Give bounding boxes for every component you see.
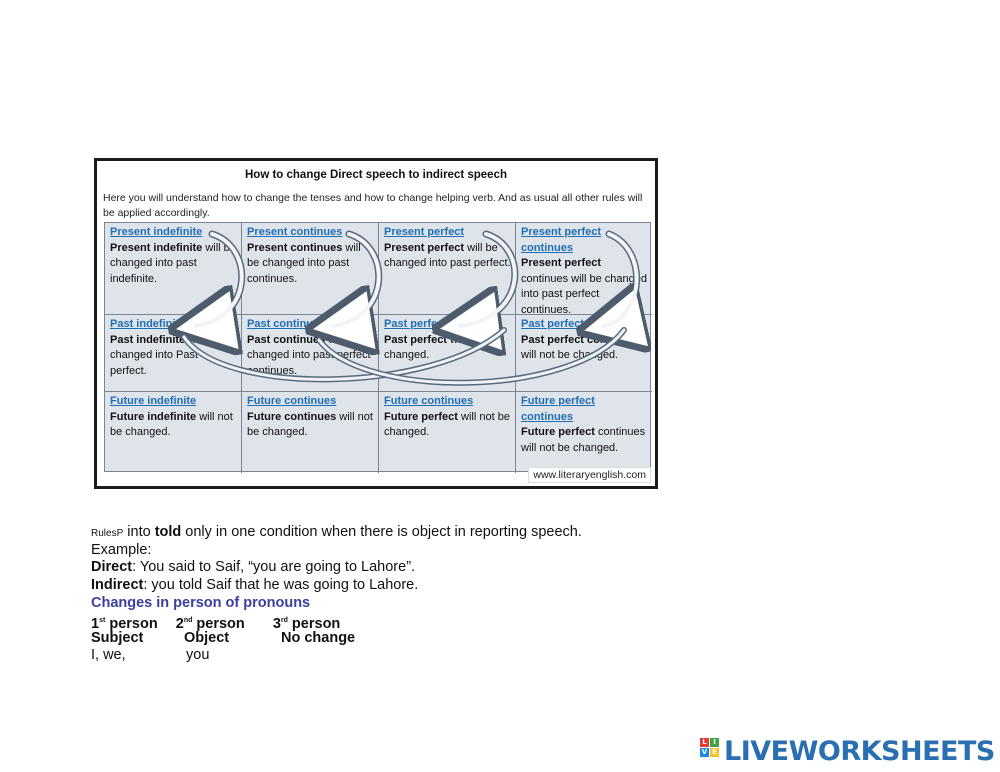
cell-heading: Present perfect continues [521, 226, 602, 254]
no-change-label: No change [281, 630, 356, 646]
grid-cell [516, 315, 652, 392]
rules-mid: into [123, 524, 155, 540]
pronoun-left: I, we, [91, 647, 126, 663]
cell-lead: Present perfect [521, 257, 602, 269]
logo-block: E [710, 748, 719, 757]
cell-lead: Future indefinite [110, 410, 197, 423]
logo-block: I [710, 738, 719, 747]
cell-heading: Past continues [247, 318, 326, 330]
direct-label: Direct [91, 559, 133, 575]
cell-lead: Future continues [247, 410, 337, 423]
cell-text: will be changed into past indefinite. [110, 241, 236, 285]
cell-heading: Future indefinite [110, 395, 197, 407]
cell-heading: Future continues [247, 395, 337, 407]
subject-label: Subject [91, 630, 144, 646]
cell-lead: Past continues [247, 333, 326, 346]
cell-lead: Future perfect [521, 426, 595, 438]
grid-cell [516, 223, 652, 315]
cell-text: will be changed into past perfect. [384, 241, 511, 269]
cell-lead: Past indefinite [110, 333, 186, 346]
liveworksheets-logo [700, 734, 994, 770]
logo-blocks-icon [700, 738, 720, 764]
cell-text: will not be changed. [521, 349, 619, 361]
cell-text: will be changed into past continues. [247, 241, 361, 285]
figure-title: How to change Direct speech to indirect speech [244, 169, 507, 181]
direct-text: : You said to Saif, “you are going to Lahore”. [132, 559, 416, 575]
pronoun-right: you [186, 647, 210, 663]
grid-cell [379, 392, 516, 473]
grid-cell [242, 223, 379, 315]
cell-heading: Present indefinite [110, 226, 203, 238]
cell-heading: Present perfect [384, 226, 465, 238]
cell-heading: Present continues [247, 226, 343, 238]
grid-cell [105, 223, 242, 315]
cell-heading: Past indefinite [110, 318, 186, 330]
tense-change-figure [94, 158, 658, 489]
grid-cell [379, 223, 516, 315]
cell-lead: Present continues [247, 241, 343, 254]
cell-lead: Past perfect continues [521, 333, 639, 346]
cell-heading: Past perfect [384, 318, 447, 330]
first-person: 1st person [91, 615, 158, 632]
cell-text: will not be changed. [247, 410, 373, 438]
cell-heading: Future perfect continues [521, 395, 595, 423]
grid-cell [242, 392, 379, 473]
indirect-line [91, 577, 418, 594]
direct-line [91, 559, 415, 576]
rules-line [91, 524, 582, 542]
rules-bold: told [154, 524, 182, 540]
cell-lead: Past perfect [384, 333, 447, 346]
category-row [91, 630, 355, 647]
grid-cell [105, 392, 242, 473]
cell-heading: Past perfect continues [521, 318, 639, 330]
pronoun-heading: Changes in person of pronouns [91, 595, 311, 611]
second-person: 2nd person [175, 615, 245, 632]
cell-text: will be changed into Past perfect. [110, 333, 219, 377]
logo-block: L [700, 738, 709, 747]
cell-text: will be changed into past perfect continues. [247, 333, 371, 377]
rules-rest: only in one condition when there is object in reporting speech. [181, 524, 582, 540]
cell-lead: Future perfect [384, 410, 458, 423]
tense-grid [104, 222, 651, 472]
grid-cell [379, 315, 516, 392]
grid-cell [516, 392, 652, 473]
indirect-text: : you told Saif that he was going to Lahore. [143, 577, 419, 593]
cell-text: will not be changed. [384, 333, 499, 361]
grid-cell [242, 315, 379, 392]
logo-text: LIVEWORKSHEETS [724, 736, 995, 767]
rules-prefix: RulesP [91, 528, 124, 539]
source-watermark: www.literaryenglish.com [528, 467, 651, 483]
grid-cell [105, 315, 242, 392]
cell-text: will not be changed. [110, 410, 233, 438]
cell-text: continues will be changed into past perfect continues. [521, 272, 647, 315]
cell-lead: Present perfect [384, 241, 465, 254]
cell-heading: Future continues [384, 395, 474, 407]
indirect-label: Indirect [91, 577, 144, 593]
cell-text: continues will not be changed. [521, 426, 646, 454]
example-label: Example: [91, 542, 152, 558]
cell-lead: Present indefinite [110, 241, 203, 254]
cell-text: will not be changed. [384, 410, 510, 438]
object-label: Object [184, 630, 230, 646]
logo-block: V [701, 748, 708, 756]
figure-intro: Here you will understand how to change the tenses and how to change helping verb. And as usual all other rules will be applied accordingly. [103, 192, 643, 219]
pronoun-example-row [91, 647, 209, 664]
third-person: 3rd person [272, 615, 341, 632]
